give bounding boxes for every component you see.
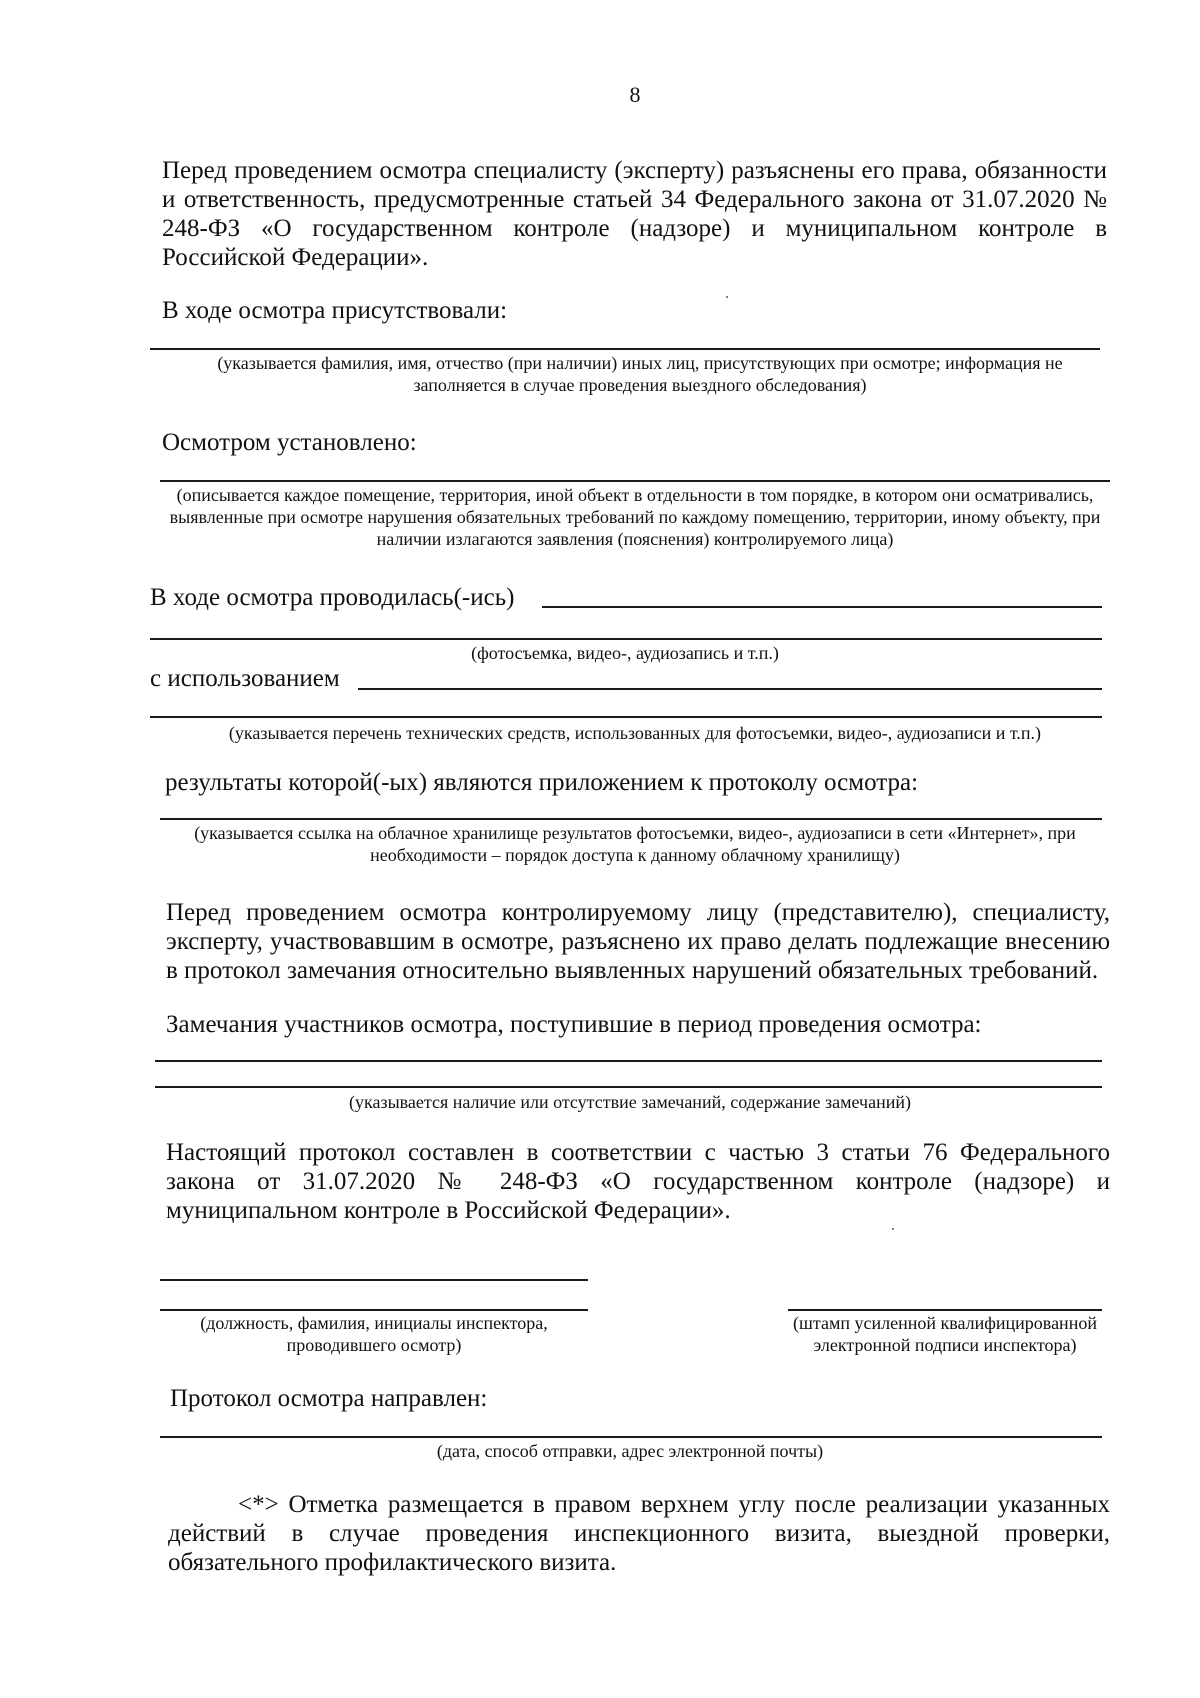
recording-fill-line <box>542 606 1102 608</box>
present-note: (указывается фамилия, имя, отчество (при наличии) иных лиц, присутствующих при осмотре; информация не заполняется в случае проведения выездного обследования) <box>217 353 1063 395</box>
scan-speck <box>892 1228 894 1230</box>
rights-explained-paragraph: Перед проведением осмотра специалисту (эксперту) разъяснены его права, обязанности и ответственность, предусмотренные статьей 34 Федерального закона от 31.07.2020 № 248-ФЗ «О государственном контроле (надзоре) и муниципальном контроле в Российской Федерации». <box>162 157 1107 271</box>
remarks-label: Замечания участников осмотра, поступившие в период проведения осмотра: <box>166 1011 982 1038</box>
results-label: результаты которой(-ых) являются приложением к протоколу осмотра: <box>165 769 919 796</box>
established-fill-line <box>160 480 1110 482</box>
using-fill-line <box>358 688 1102 690</box>
using-label: с использованием <box>150 665 340 692</box>
recording-label: В ходе осмотра проводилась(-ись) <box>150 584 515 611</box>
inspector-details-line <box>160 1309 588 1311</box>
footnote: <*> Отметка размещается в правом верхнем углу после реализации указанных действий в случае проведения инспекционного визита, выездной проверки, обязательного профилактического визита. <box>168 1491 1110 1576</box>
page-number: 8 <box>629 82 641 107</box>
established-label: Осмотром установлено: <box>162 429 417 456</box>
compliance-paragraph: Настоящий протокол составлен в соответствии с частью 3 статьи 76 Федерального закона от 31.07.2020 № 248-ФЗ «О государственном контроле (надзоре) и муниципальном контроле в Российской Федерации». <box>166 1139 1110 1224</box>
scan-speck <box>726 296 728 298</box>
results-note: (указывается ссылка на облачное хранилище результатов фотосъемки, видео-, аудиозаписи в сети «Интернет», при необходимости – порядок доступа к данному облачному хранилищу) <box>194 823 1076 865</box>
remarks-right-paragraph: Перед проведением осмотра контролируемому лицу (представителю), специалисту, эксперту, участвовавшим в осмотре, разъяснено их право делать подлежащие внесению в протокол замечания относительно выявленных нарушений обязательных требований. <box>166 899 1110 984</box>
sent-fill-line <box>160 1436 1102 1438</box>
results-fill-line <box>160 818 1102 820</box>
sent-label: Протокол осмотра направлен: <box>170 1385 488 1412</box>
inspector-signature-line <box>160 1279 588 1281</box>
recording-note: (фотосъемка, видео-, аудиозапись и т.п.) <box>471 643 779 663</box>
recording-fill-line-2 <box>150 638 1102 640</box>
stamp-note: (штамп усиленной квалифицированной электронной подписи инспектора) <box>793 1313 1097 1355</box>
using-fill-line-2 <box>150 716 1102 718</box>
remarks-fill-line <box>155 1060 1102 1062</box>
inspector-note: (должность, фамилия, инициалы инспектора, проводившего осмотр) <box>200 1313 548 1355</box>
remarks-fill-line-2 <box>155 1086 1102 1088</box>
remarks-note: (указывается наличие или отсутствие замечаний, содержание замечаний) <box>349 1092 911 1112</box>
present-label: В ходе осмотра присутствовали: <box>162 297 508 324</box>
stamp-line <box>788 1309 1102 1311</box>
established-note: (описывается каждое помещение, территория, иной объект в отдельности в том порядке, в котором они осматривались, выявленные при осмотре нарушения обязательных требований по каждому помещению, территории, иному объекту, при наличии излагаются заявления (пояснения) контролируемого лица) <box>169 485 1101 549</box>
sent-note: (дата, способ отправки, адрес электронной почты) <box>436 1441 824 1461</box>
present-fill-line <box>150 348 1100 350</box>
using-note: (указывается перечень технических средств, использованных для фотосъемки, видео-, аудиозаписи и т.п.) <box>228 723 1042 743</box>
